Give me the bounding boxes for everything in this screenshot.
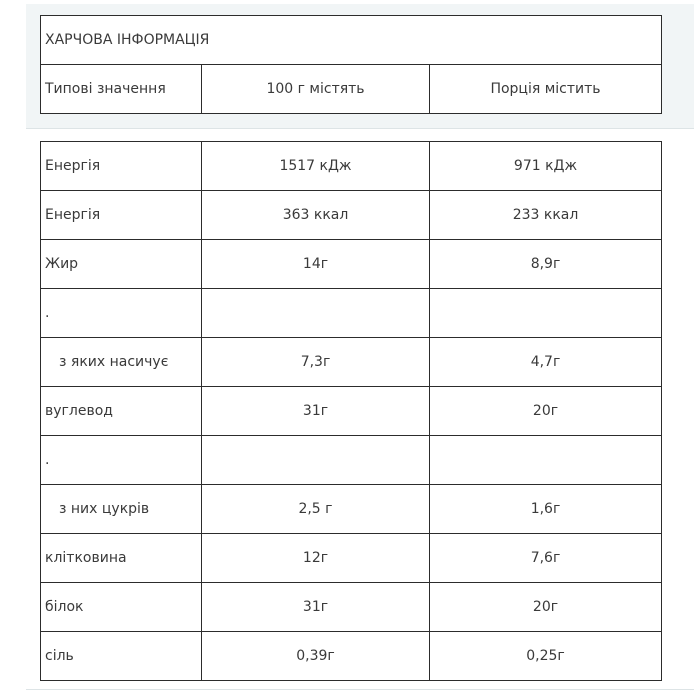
value-per-100g: 31г — [202, 387, 430, 436]
value-per-portion: 20г — [430, 583, 662, 632]
table-title: ХАРЧОВА ІНФОРМАЦІЯ — [41, 16, 662, 65]
column-header-per-portion: Порція містить — [430, 65, 662, 114]
column-header-per-100g: 100 г містять — [202, 65, 430, 114]
nutrient-label: . — [41, 436, 202, 485]
column-header-row — [41, 65, 662, 114]
nutrient-label: з них цукрів — [41, 485, 202, 534]
value-per-portion: 4,7г — [430, 338, 662, 387]
title-row — [41, 16, 662, 65]
table-row — [41, 191, 662, 240]
value-per-portion: 8,9г — [430, 240, 662, 289]
table-row — [41, 289, 662, 338]
nutrient-label: Енергія — [41, 191, 202, 240]
table-row — [41, 632, 662, 681]
value-per-100g — [202, 436, 430, 485]
table-row — [41, 387, 662, 436]
value-per-portion — [430, 289, 662, 338]
value-per-100g: 1517 кДж — [202, 142, 430, 191]
nutrient-label: вуглевод — [41, 387, 202, 436]
value-per-portion — [430, 436, 662, 485]
value-per-portion: 971 кДж — [430, 142, 662, 191]
table-row — [41, 338, 662, 387]
value-per-portion: 20г — [430, 387, 662, 436]
nutrition-values-table — [40, 141, 662, 681]
nutrition-header-table — [40, 15, 662, 114]
nutrient-label: Енергія — [41, 142, 202, 191]
value-per-portion: 7,6г — [430, 534, 662, 583]
value-per-100g — [202, 289, 430, 338]
table-row — [41, 534, 662, 583]
table-row — [41, 142, 662, 191]
value-per-100g: 2,5 г — [202, 485, 430, 534]
value-per-100g: 7,3г — [202, 338, 430, 387]
nutrient-label: Жир — [41, 240, 202, 289]
value-per-100g: 363 ккал — [202, 191, 430, 240]
value-per-100g: 0,39г — [202, 632, 430, 681]
value-per-100g: 12г — [202, 534, 430, 583]
table-row — [41, 485, 662, 534]
table-row — [41, 240, 662, 289]
nutrient-label: сіль — [41, 632, 202, 681]
nutrient-label: клітковина — [41, 534, 202, 583]
nutrient-label: . — [41, 289, 202, 338]
value-per-100g: 14г — [202, 240, 430, 289]
nutrient-label: білок — [41, 583, 202, 632]
table-body — [41, 142, 662, 681]
value-per-portion: 0,25г — [430, 632, 662, 681]
value-per-portion: 1,6г — [430, 485, 662, 534]
table-row — [41, 436, 662, 485]
table-row — [41, 583, 662, 632]
value-per-100g: 31г — [202, 583, 430, 632]
value-per-portion: 233 ккал — [430, 191, 662, 240]
column-header-typical: Типові значення — [41, 65, 202, 114]
nutrient-label: з яких насичує — [41, 338, 202, 387]
